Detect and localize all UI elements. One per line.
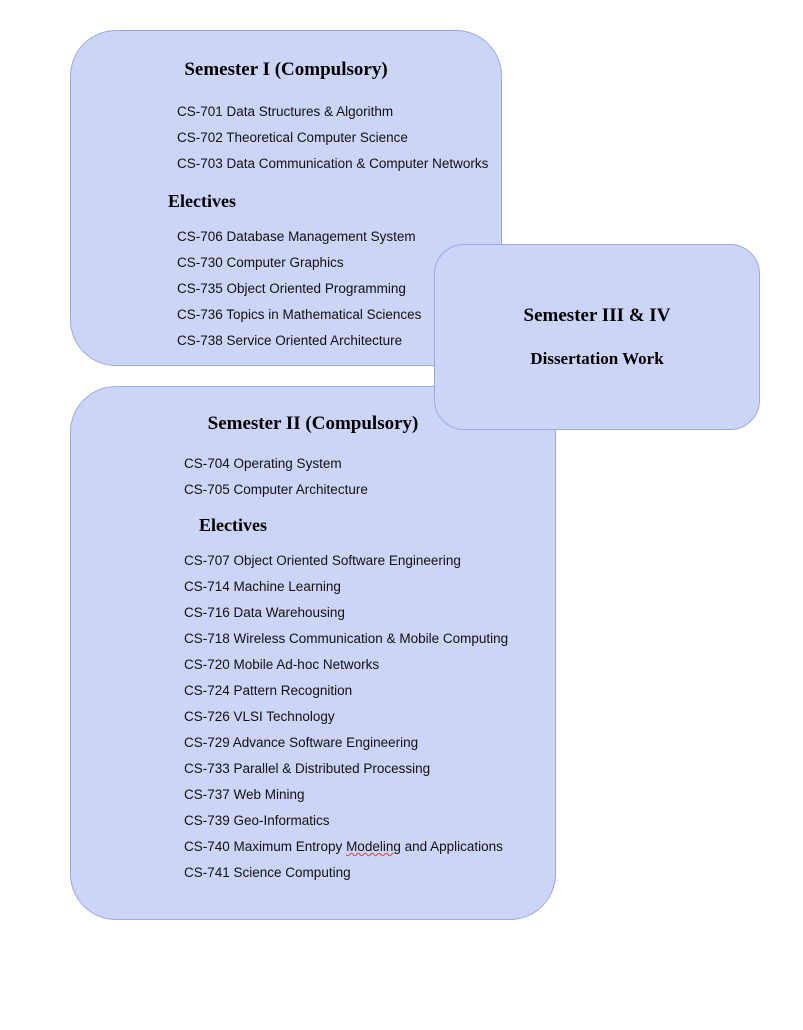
list-item: CS-735 Object Oriented Programming bbox=[177, 281, 406, 296]
list-item: CS-738 Service Oriented Architecture bbox=[177, 333, 403, 348]
semester-3-4-subtitle: Dissertation Work bbox=[530, 349, 664, 368]
semester-2-electives-list bbox=[184, 548, 555, 886]
list-item: CS-718 Wireless Communication & Mobile Computing bbox=[184, 631, 509, 646]
list-item: CS-707 Object Oriented Software Engineering bbox=[184, 553, 461, 568]
semester-3-4-card bbox=[434, 244, 760, 430]
list-item: CS-704 Operating System bbox=[184, 456, 342, 471]
list-item: CS-741 Science Computing bbox=[184, 865, 351, 880]
list-item: CS-703 Data Communication & Computer Networks bbox=[177, 156, 489, 171]
semester-1-title: Semester I (Compulsory) bbox=[184, 59, 388, 80]
list-item: CS-706 Database Management System bbox=[177, 229, 416, 244]
list-item: CS-716 Data Warehousing bbox=[184, 605, 345, 620]
list-item: CS-726 VLSI Technology bbox=[184, 709, 335, 724]
list-item: CS-702 Theoretical Computer Science bbox=[177, 130, 408, 145]
list-item: CS-737 Web Mining bbox=[184, 787, 305, 802]
list-item: CS-730 Computer Graphics bbox=[177, 255, 344, 270]
semester-2-compulsory-list bbox=[184, 451, 555, 503]
list-item: CS-701 Data Structures & Algorithm bbox=[177, 104, 394, 119]
list-item: CS-720 Mobile Ad-hoc Networks bbox=[184, 657, 380, 672]
list-item: CS-739 Geo-Informatics bbox=[184, 813, 330, 828]
semester-2-title: Semester II (Compulsory) bbox=[207, 413, 419, 434]
semester-2-card bbox=[70, 386, 556, 920]
semester-3-4-title: Semester III & IV bbox=[523, 305, 671, 326]
list-item-spellchecked: CS-740 Maximum Entropy Modeling and Applications bbox=[184, 839, 503, 854]
list-item: CS-714 Machine Learning bbox=[184, 579, 341, 594]
semester-2-electives-heading: Electives bbox=[199, 515, 267, 535]
list-item: CS-736 Topics in Mathematical Sciences bbox=[177, 307, 422, 322]
semester-1-compulsory-list bbox=[177, 99, 501, 177]
list-item: CS-729 Advance Software Engineering bbox=[184, 735, 419, 750]
list-item: CS-724 Pattern Recognition bbox=[184, 683, 353, 698]
list-item: CS-705 Computer Architecture bbox=[184, 482, 368, 497]
semester-1-electives-heading: Electives bbox=[168, 191, 236, 211]
list-item: CS-733 Parallel & Distributed Processing bbox=[184, 761, 431, 776]
